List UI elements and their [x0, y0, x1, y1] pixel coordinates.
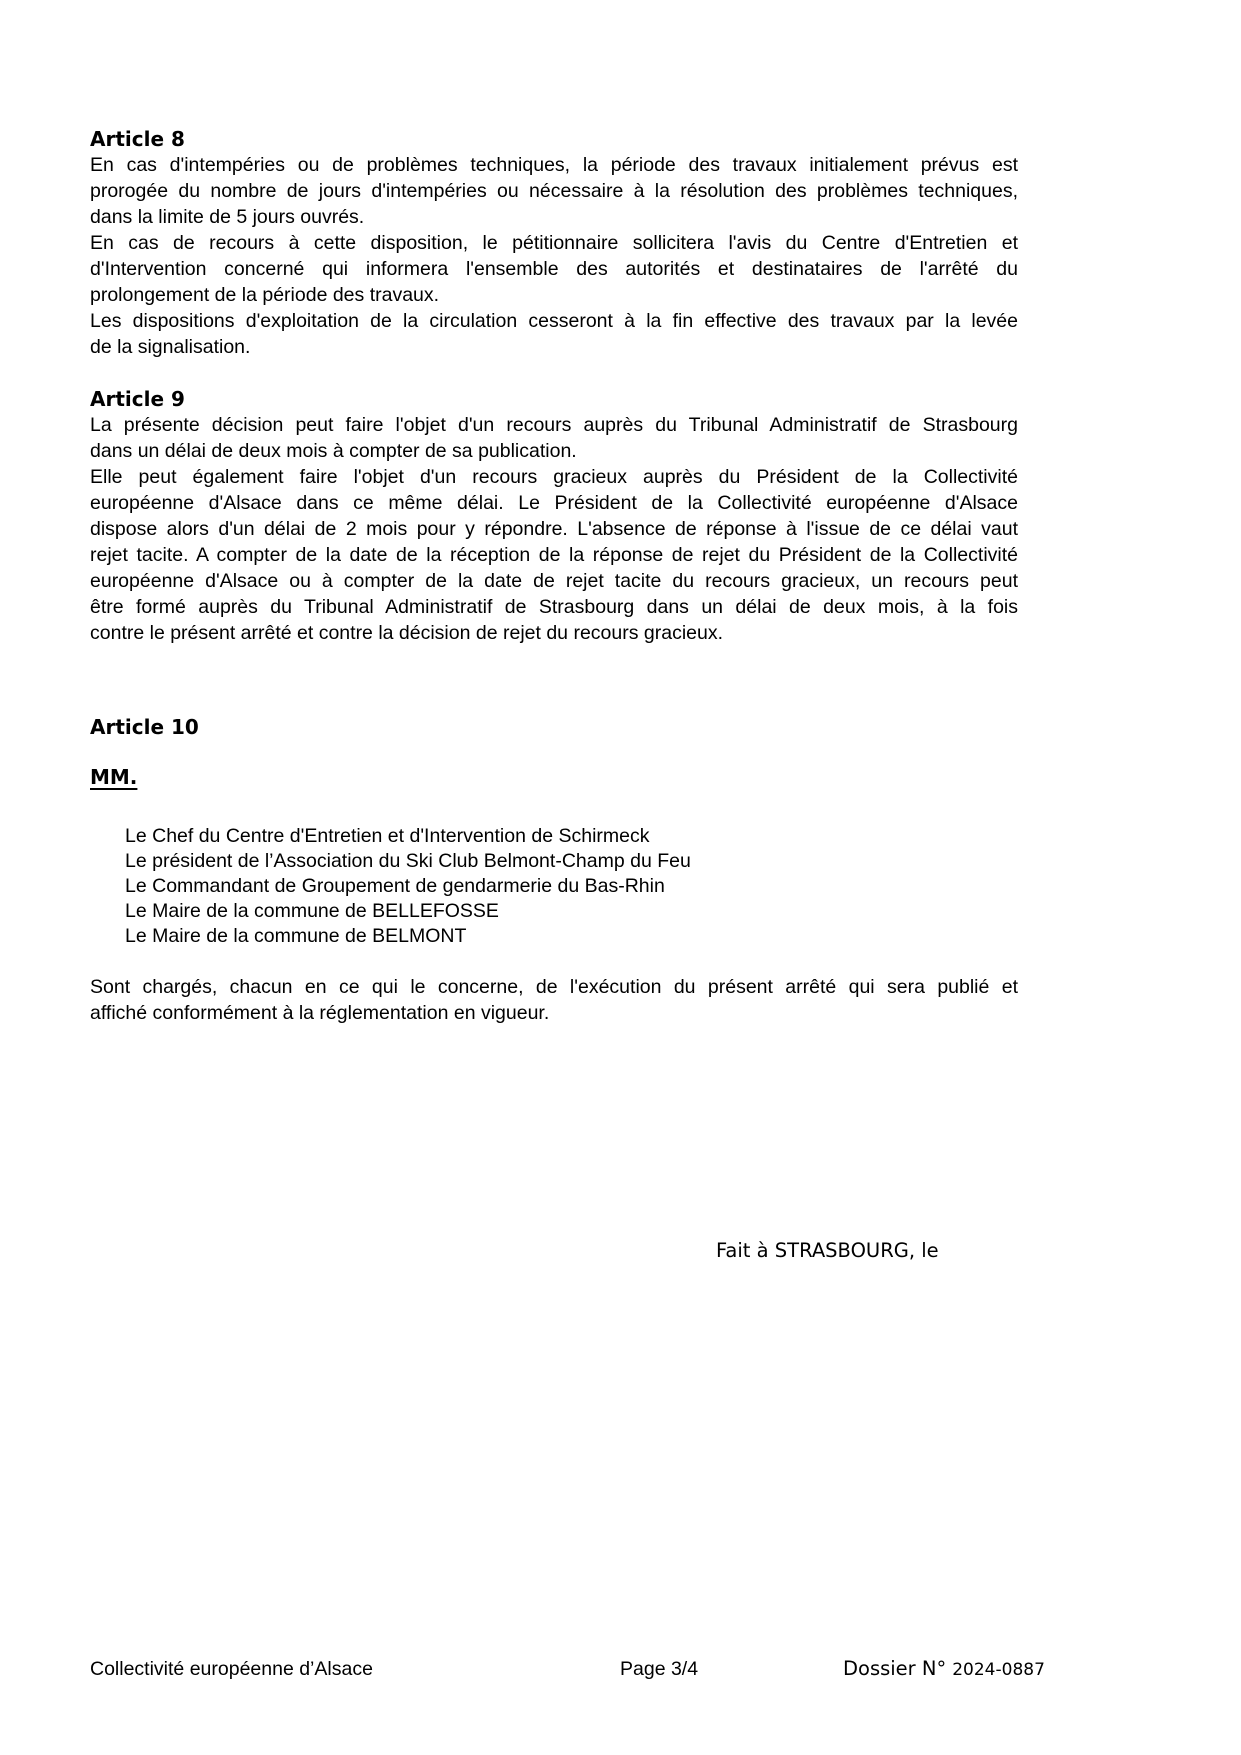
text-line: européenne d'Alsace dans ce même délai. Le Président de la Collectivité européenne d'Alsace — [90, 492, 1018, 514]
text-line: prorogée du nombre de jours d'intempéries ou nécessaire à la résolution des problèmes techniques, — [90, 180, 1018, 202]
signature-line: Fait à STRASBOURG, le — [716, 1239, 939, 1262]
text-line: dans la limite de 5 jours ouvrés. — [90, 206, 365, 228]
mm-heading: MM. — [90, 765, 138, 789]
text-line: européenne d'Alsace ou à compter de la date de rejet tacite du recours gracieux, un recours peut — [90, 570, 1018, 592]
text-line: En cas de recours à cette disposition, le pétitionnaire sollicitera l'avis du Centre d'Entretien et — [90, 232, 1018, 254]
text-line: affiché conformément à la réglementation en vigueur. — [90, 1002, 550, 1024]
document-body — [90, 126, 1018, 1026]
text-line: dans un délai de deux mois à compter de sa publication. — [90, 440, 577, 462]
article-9-section — [90, 386, 1018, 646]
text-line: prolongement de la période des travaux. — [90, 284, 440, 306]
text-line: être formé auprès du Tribunal Administratif de Strasbourg dans un délai de deux mois, à la fois — [90, 596, 1018, 618]
recipient-item: Le Maire de la commune de BELMONT — [125, 925, 467, 947]
text-line: d'Intervention concerné qui informera l'ensemble des autorités et destinataires de l'arrêté du — [90, 258, 1018, 280]
text-line: La présente décision peut faire l'objet d'un recours auprès du Tribunal Administratif de Strasbourg — [90, 414, 1018, 436]
article-9-heading: Article 9 — [90, 387, 185, 411]
article-8-paragraph-3 — [90, 308, 1018, 360]
recipient-item: Le président de l’Association du Ski Club Belmont-Champ du Feu — [125, 850, 691, 872]
article-8-heading: Article 8 — [90, 127, 185, 151]
text-line: Elle peut également faire l'objet d'un recours gracieux auprès du Président de la Collectivité — [90, 466, 1018, 488]
article-8-paragraph-1 — [90, 152, 1018, 230]
recipient-item: Le Commandant de Groupement de gendarmerie du Bas-Rhin — [125, 875, 665, 897]
footer-organization: Collectivité européenne d’Alsace — [90, 1658, 373, 1680]
article-10-heading: Article 10 — [90, 715, 199, 739]
text-line: rejet tacite. A compter de la date de la réception de la réponse de rejet du Président de la Collectivité — [90, 544, 1018, 566]
footer-dossier-label: Dossier N° — [843, 1657, 947, 1680]
text-line: Les dispositions d'exploitation de la circulation cesseront à la fin effective des travaux par la levée — [90, 310, 1018, 332]
text-line: En cas d'intempéries ou de problèmes techniques, la période des travaux initialement prévus est — [90, 154, 1018, 176]
text-line: dispose alors d'un délai de 2 mois pour y répondre. L'absence de réponse à l'issue de ce délai vaut — [90, 518, 1018, 540]
text-line: Sont chargés, chacun en ce qui le concerne, de l'exécution du présent arrêté qui sera publié et — [90, 976, 1018, 998]
recipients-list — [90, 824, 1018, 949]
footer-dossier — [843, 1656, 1045, 1683]
text-line: contre le présent arrêté et contre la décision de rejet du recours gracieux. — [90, 622, 724, 644]
article-8-paragraph-2 — [90, 230, 1018, 308]
text-line: de la signalisation. — [90, 336, 251, 358]
article-8-section — [90, 126, 1018, 360]
article-10-section — [90, 714, 1018, 1026]
footer-page-number: Page 3/4 — [620, 1658, 699, 1680]
closing-paragraph — [90, 974, 1018, 1026]
article-9-paragraph-2 — [90, 464, 1018, 646]
recipient-item: Le Maire de la commune de BELLEFOSSE — [125, 900, 499, 922]
article-9-paragraph-1 — [90, 412, 1018, 464]
footer-dossier-number: 2024-0887 — [952, 1660, 1045, 1680]
recipient-item: Le Chef du Centre d'Entretien et d'Intervention de Schirmeck — [125, 825, 650, 847]
